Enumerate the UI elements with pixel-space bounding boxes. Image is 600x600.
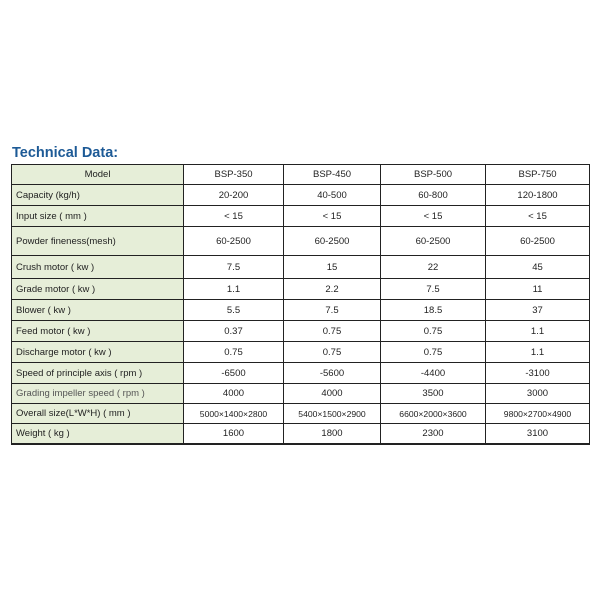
cell-value: 1.1 [486,321,590,342]
row-label: Grading impeller speed ( rpm ) [12,384,184,404]
cell-value: 1800 [284,424,381,444]
row-label: Weight ( kg ) [12,424,184,444]
row-label: Blower ( kw ) [12,300,184,321]
cell-value: 40-500 [284,185,381,206]
row-label: Input size ( mm ) [12,206,184,227]
cell-value: 45 [486,256,590,279]
cell-value: 2300 [381,424,486,444]
table-row [12,321,590,342]
cell-value: 3500 [381,384,486,404]
cell-value: 15 [284,256,381,279]
cell-value: 7.5 [284,300,381,321]
cell-value: < 15 [381,206,486,227]
row-label: Capacity (kg/h) [12,185,184,206]
cell-value: 0.37 [184,321,284,342]
cell-value: 60-2500 [184,227,284,256]
cell-value: 0.75 [184,342,284,363]
cell-value: 60-2500 [284,227,381,256]
row-label: Feed motor ( kw ) [12,321,184,342]
table-row [12,300,590,321]
cell-value: 6600×2000×3600 [381,404,486,424]
table-row [12,404,590,424]
cell-value: 1600 [184,424,284,444]
table-row [12,363,590,384]
row-label: Discharge motor ( kw ) [12,342,184,363]
table-row [12,279,590,300]
cell-value: -5600 [284,363,381,384]
header-bsp-450: BSP-450 [284,165,381,185]
cell-value: 7.5 [184,256,284,279]
cell-value: 3100 [486,424,590,444]
cell-value: < 15 [184,206,284,227]
cell-value: 4000 [284,384,381,404]
cell-value: 60-2500 [381,227,486,256]
cell-value: 60-800 [381,185,486,206]
cell-value: 2.2 [284,279,381,300]
cell-value: 5400×1500×2900 [284,404,381,424]
cell-value: 7.5 [381,279,486,300]
technical-data-table [11,164,590,445]
cell-value: 5.5 [184,300,284,321]
cell-value: < 15 [486,206,590,227]
cell-value: 0.75 [284,321,381,342]
cell-value: -4400 [381,363,486,384]
row-label: Grade motor ( kw ) [12,279,184,300]
cell-value: 60-2500 [486,227,590,256]
table-row [12,206,590,227]
cell-value: < 15 [284,206,381,227]
cell-value: 4000 [184,384,284,404]
cell-value: 20-200 [184,185,284,206]
page-title: Technical Data: [12,145,119,161]
cell-value: 9800×2700×4900 [486,404,590,424]
cell-value: 11 [486,279,590,300]
cell-value: 1.1 [486,342,590,363]
header-bsp-750: BSP-750 [486,165,590,185]
cell-value: 0.75 [284,342,381,363]
cell-value: 1.1 [184,279,284,300]
cell-value: 3000 [486,384,590,404]
header-model: Model [12,165,184,185]
table-row [12,227,590,256]
row-label: Crush motor ( kw ) [12,256,184,279]
cell-value: 0.75 [381,321,486,342]
header-bsp-500: BSP-500 [381,165,486,185]
row-label: Overall size(L*W*H) ( mm ) [12,404,184,424]
table-row [12,424,590,444]
table-header-row [12,165,590,185]
row-label: Powder fineness(mesh) [12,227,184,256]
table-row [12,256,590,279]
header-bsp-350: BSP-350 [184,165,284,185]
table-row [12,185,590,206]
table-row [12,342,590,363]
table-row [12,384,590,404]
cell-value: 37 [486,300,590,321]
row-label: Speed of principle axis ( rpm ) [12,363,184,384]
cell-value: 5000×1400×2800 [184,404,284,424]
cell-value: 22 [381,256,486,279]
cell-value: -3100 [486,363,590,384]
cell-value: 0.75 [381,342,486,363]
cell-value: -6500 [184,363,284,384]
cell-value: 18.5 [381,300,486,321]
cell-value: 120-1800 [486,185,590,206]
